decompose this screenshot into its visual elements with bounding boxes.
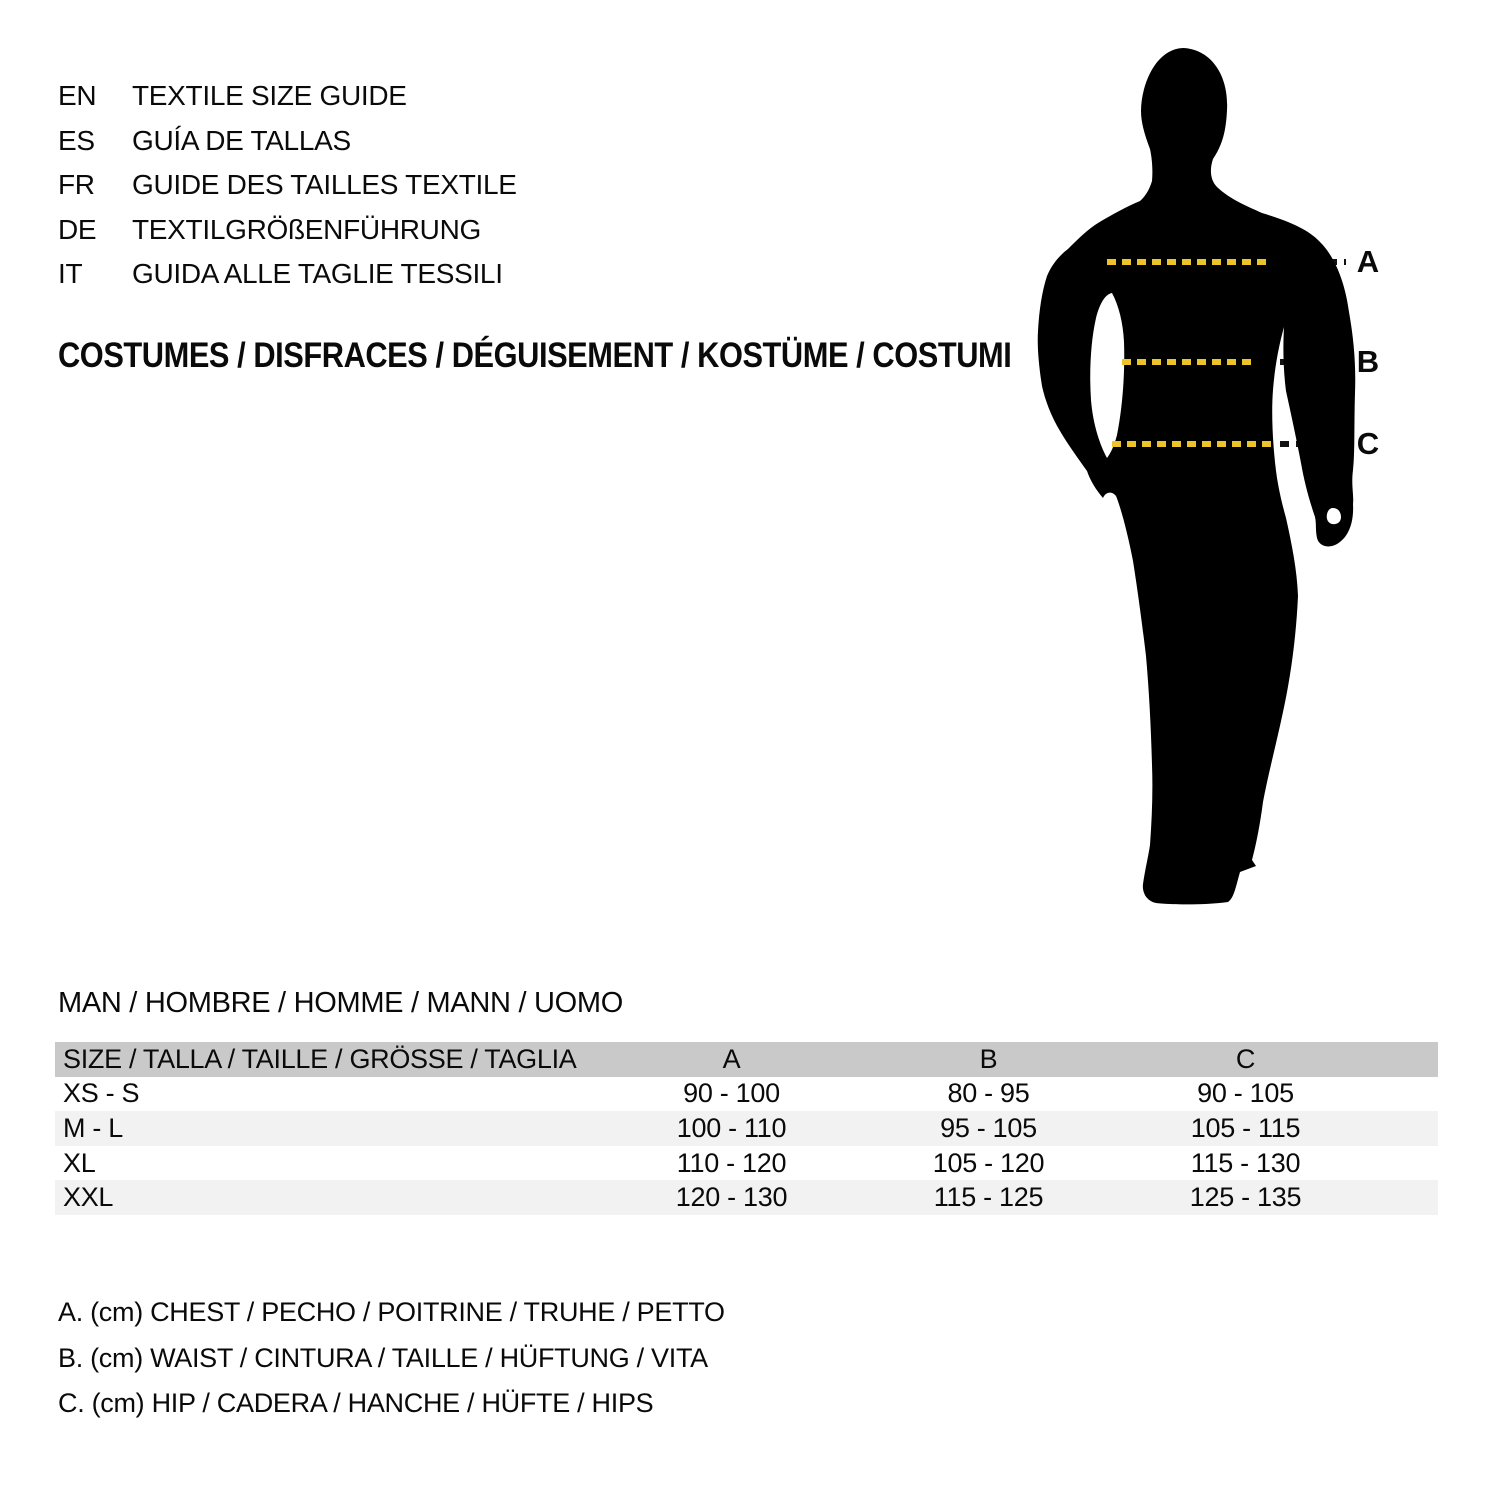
lang-row-es xyxy=(58,119,517,164)
lang-title: TEXTILE SIZE GUIDE xyxy=(132,80,407,112)
man-silhouette-svg xyxy=(1020,30,1490,980)
lang-row-fr xyxy=(58,163,517,208)
col-header-a: A xyxy=(722,1043,741,1074)
size-table xyxy=(55,1042,1438,1215)
note-hip: C. (cm) HIP / CADERA / HANCHE / HÜFTE / HIPS xyxy=(58,1388,654,1418)
lang-code: DE xyxy=(58,213,97,245)
lang-code: FR xyxy=(58,169,95,201)
lang-code: ES xyxy=(58,124,95,156)
note-waist: B. (cm) WAIST / CINTURA / TAILLE / HÜFTUNG / VITA xyxy=(58,1342,708,1373)
size-cell: XXL xyxy=(63,1182,114,1213)
category-heading: COSTUMES / DISFRACES / DÉGUISEMENT / KOSTÜME / COSTUMI xyxy=(58,336,1012,375)
lang-code: EN xyxy=(58,80,97,112)
measurement-figure xyxy=(1020,30,1490,980)
marker-label-c: C xyxy=(1356,426,1380,461)
size-table-header-row xyxy=(55,1042,1438,1077)
value-c: 115 - 130 xyxy=(1190,1147,1301,1178)
value-a: 120 - 130 xyxy=(675,1182,788,1213)
value-a: 100 - 110 xyxy=(676,1112,787,1143)
marker-label-a: A xyxy=(1356,244,1380,279)
value-c: 105 - 115 xyxy=(1190,1112,1301,1143)
man-silhouette xyxy=(1038,48,1356,904)
table-row-m-l xyxy=(55,1111,1438,1146)
size-cell: XS - S xyxy=(63,1078,140,1109)
size-column-header: SIZE / TALLA / TAILLE / GRÖSSE / TAGLIA xyxy=(63,1043,577,1074)
table-row-xxl xyxy=(55,1180,1438,1215)
lang-row-it xyxy=(58,252,517,297)
lang-code: IT xyxy=(58,258,83,290)
lang-title: GUIDE DES TAILLES TEXTILE xyxy=(132,169,517,201)
value-a: 110 - 120 xyxy=(676,1147,787,1178)
measure-line-b-waist xyxy=(1122,359,1253,365)
note-chest: A. (cm) CHEST / PECHO / POITRINE / TRUHE / PETTO xyxy=(58,1297,725,1327)
measure-line-a-chest xyxy=(1107,259,1267,265)
marker-label-b: B xyxy=(1356,344,1380,379)
size-cell: M - L xyxy=(63,1112,124,1143)
value-c: 90 - 105 xyxy=(1197,1078,1294,1109)
measure-line-c-hip xyxy=(1112,441,1272,447)
lang-title: TEXTILGRÖßENFÜHRUNG xyxy=(132,213,481,245)
lang-title: GUIDA ALLE TAGLIE TESSILI xyxy=(132,258,503,290)
value-b: 80 - 95 xyxy=(947,1078,1030,1109)
col-header-c: C xyxy=(1235,1043,1256,1074)
col-header-b: B xyxy=(979,1043,998,1074)
value-b: 95 - 105 xyxy=(940,1112,1037,1143)
value-a: 90 - 100 xyxy=(683,1078,780,1109)
measurement-notes xyxy=(58,1290,725,1427)
lang-row-de xyxy=(58,208,517,253)
size-cell: XL xyxy=(63,1147,96,1178)
lang-title: GUÍA DE TALLAS xyxy=(132,124,351,156)
language-title-list xyxy=(58,74,517,297)
value-c: 125 - 135 xyxy=(1189,1182,1302,1213)
lang-row-en xyxy=(58,74,517,119)
gender-heading: MAN / HOMBRE / HOMME / MANN / UOMO xyxy=(58,987,623,1019)
value-b: 105 - 120 xyxy=(932,1147,1045,1178)
table-row-xs-s xyxy=(55,1077,1438,1112)
value-b: 115 - 125 xyxy=(933,1182,1044,1213)
table-row-xl xyxy=(55,1146,1438,1181)
